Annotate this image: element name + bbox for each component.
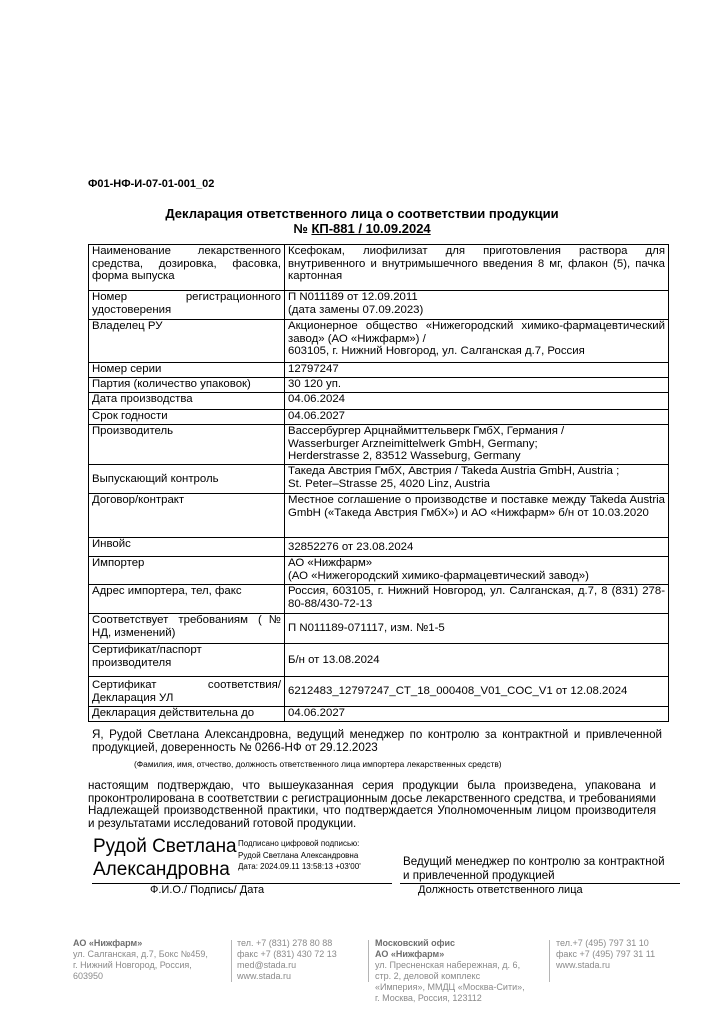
owner-value-1: Акционерное общество «Нижегородский химико-фармацевтический завод» (АО «Нижфарм») / — [288, 320, 665, 345]
manufacturer-value-3: Herderstrasse 2, 83512 Wasseburg, Germany — [288, 450, 521, 463]
footer-fax: факс +7 (831) 430 72 13 — [237, 949, 337, 959]
value-expiry: 04.06.2027 — [285, 410, 669, 425]
footer-moscow-line3: «Империя», ММДЦ «Москва-Сити», — [375, 982, 525, 992]
position-line2: и привлеченной продукцией — [403, 869, 555, 882]
signature-name-line1: Рудой Светлана — [93, 836, 237, 857]
footer-moscow-company: АО «Нижфарм» — [375, 949, 445, 959]
manufacturer-value-1: Вассербургер Арцнаймиттельверк ГмбХ, Германия / — [288, 425, 565, 437]
declarant-statement: Я, Рудой Светлана Александровна, ведущий менеджер по контролю за контрактной и привлеченной продукцией, доверенность № 0266-НФ от 29.12.2023 — [92, 728, 662, 754]
signature-name — [93, 836, 237, 881]
signature-caption: Ф.И.О./ Подпись/ Дата — [150, 884, 265, 896]
value-certificate: Б/н от 13.08.2024 — [285, 644, 669, 677]
label-owner: Владелец РУ — [89, 320, 285, 363]
value-release-control — [285, 465, 669, 494]
label-invoice: Инвойс — [89, 538, 285, 557]
label-lot: Партия (количество упаковок) — [89, 378, 285, 393]
row-expiry — [89, 410, 669, 425]
digital-signature-info — [238, 838, 361, 873]
position-caption: Должность ответственного лица — [418, 884, 583, 896]
label-requirements: Соответствует требованиям (№ НД, изменений) — [89, 614, 285, 644]
footer-moscow-line4: г. Москва, Россия, 123112 — [375, 993, 482, 1003]
footer-company-name: АО «Нижфарм» — [73, 938, 143, 948]
row-batch — [89, 363, 669, 378]
position-text — [403, 855, 665, 883]
value-contract: Местное соглашение о производстве и поставке между Takeda Austria GmbH («Такеда Австрия ГмбХ») и АО «Нижфарм» б/н от 10.03.2020 — [285, 494, 669, 538]
footer-phone: тел. +7 (831) 278 80 88 — [237, 938, 333, 948]
footer-moscow-fax: факс +7 (495) 797 31 11 — [556, 949, 656, 959]
row-requirements — [89, 614, 669, 644]
owner-value-2: 603105, г. Нижний Новгород, ул. Салганская д.7, Россия — [288, 345, 585, 358]
signed-label: Подписано цифровой подписью: — [238, 839, 360, 848]
row-conformity — [89, 677, 669, 707]
footer-contacts — [237, 938, 337, 982]
declaration-number — [0, 221, 724, 236]
label-batch: Номер серии — [89, 363, 285, 378]
value-owner — [285, 320, 669, 363]
value-product: Ксефокам, лиофилизат для приготовления раствора для внутривенного и внутримышечного введения 8 мг, флакон (5), пачка картонная — [285, 245, 669, 291]
declaration-table — [88, 244, 669, 722]
number-value: КП-881 / 10.09.2024 — [311, 221, 431, 236]
row-importer — [89, 557, 669, 585]
label-certificate: Сертификат/паспорт производителя — [89, 644, 285, 677]
importer-value-2: (АО «Нижегородский химико-фармацевтический завод») — [288, 569, 589, 582]
signed-date: Дата: 2024.09.11 13:58:13 +03'00' — [238, 862, 361, 871]
confirmation-text: настоящим подтверждаю, что вышеуказанная серия продукции была произведена, упакована и проконтролирована в соответствии с регистрационным досье лекарственного средства, и требованиями Надлежащей производственной практики, что подтверждается Уполномоченным лицом производителя и результатами исследований готовой продукции. — [88, 779, 656, 830]
label-contract: Договор/контракт — [89, 494, 285, 538]
reg-value-1: П N011189 от 12.09.2011 — [288, 291, 418, 303]
row-importer-address — [89, 585, 669, 614]
value-batch: 12797247 — [285, 363, 669, 378]
row-production-date — [89, 393, 669, 410]
footer-address-line2: г. Нижний Новгород, Россия, — [73, 960, 192, 970]
label-product: Наименование лекарственного средства, дозировка, фасовка, форма выпуска — [89, 245, 285, 291]
row-manufacturer — [89, 425, 669, 465]
footer-moscow-contacts — [556, 938, 655, 971]
footer-moscow-title: Московский офис — [375, 938, 456, 948]
value-registration — [285, 291, 669, 320]
row-contract — [89, 494, 669, 538]
importer-value-1: АО «Нижфарм» — [288, 557, 373, 569]
row-owner — [89, 320, 669, 363]
footer-moscow-office — [375, 938, 525, 1004]
label-importer-address: Адрес импортера, тел, факс — [89, 585, 285, 614]
signed-name: Рудой Светлана Александровна — [238, 850, 359, 860]
signature-name-line2: Александровна — [93, 858, 230, 880]
footer-moscow-website: www.stada.ru — [556, 960, 611, 970]
footer-separator — [231, 940, 232, 982]
footer-separator — [368, 940, 369, 982]
row-valid-until — [89, 707, 669, 722]
release-value-2: St. Peter–Strasse 25, 4020 Linz, Austria — [288, 477, 490, 490]
number-prefix: № — [293, 221, 312, 236]
declarant-caption: (Фамилия, имя, отчество, должность ответственного лица импортера лекарственных средств) — [134, 759, 502, 769]
row-certificate — [89, 644, 669, 677]
footer-address-line3: 603950 — [73, 971, 104, 981]
footer-moscow-phone: тел.+7 (495) 797 31 10 — [556, 938, 649, 948]
row-registration — [89, 291, 669, 320]
value-invoice: 32852276 от 23.08.2024 — [285, 538, 669, 557]
value-production-date: 04.06.2024 — [285, 393, 669, 410]
label-manufacturer: Производитель — [89, 425, 285, 465]
footer-address-line1: ул. Салганская, д.7, Бокс №459, — [73, 949, 208, 959]
row-lot — [89, 378, 669, 393]
footer-moscow-line1: ул. Пресненская набережная, д. 6, — [375, 960, 521, 970]
row-invoice — [89, 538, 669, 557]
label-importer: Импортер — [89, 557, 285, 585]
row-release-control — [89, 465, 669, 494]
footer-website: www.stada.ru — [237, 971, 292, 981]
value-requirements: П N011189-071117, изм. №1-5 — [285, 614, 669, 644]
value-conformity: 6212483_12797247_CT_18_000408_V01_COC_V1 от 12.08.2024 — [285, 677, 669, 707]
document-title — [0, 206, 724, 236]
manufacturer-value-2: Wasserburger Arzneimittelwerk GmbH, Germany; — [288, 437, 538, 450]
value-importer — [285, 557, 669, 585]
label-release-control: Выпускающий контроль — [89, 465, 285, 494]
position-line1: Ведущий менеджер по контролю за контрактной — [403, 855, 665, 868]
value-importer-address: Россия, 603105, г. Нижний Новгород, ул. Салганская, д.7, 8 (831) 278-80-88/430-72-13 — [285, 585, 669, 614]
value-lot: 30 120 уп. — [285, 378, 669, 393]
reg-value-2: (дата замены 07.09.2023) — [288, 303, 424, 316]
footer-separator — [549, 940, 550, 982]
row-product — [89, 245, 669, 291]
value-valid-until: 04.06.2027 — [285, 707, 669, 722]
title-line: Декларация ответственного лица о соответствии продукции — [165, 206, 559, 221]
label-production-date: Дата производства — [89, 393, 285, 410]
label-expiry: Срок годности — [89, 410, 285, 425]
label-valid-until: Декларация действительна до — [89, 707, 285, 722]
release-value-1: Такеда Австрия ГмбХ, Австрия / Takeda Austria GmbH, Austria ; — [288, 465, 620, 477]
footer-company-address — [73, 938, 208, 982]
label-conformity: Сертификат соответствия/Декларация УЛ — [89, 677, 285, 707]
footer-moscow-line2: стр. 2, деловой комплекс — [375, 971, 481, 981]
value-manufacturer — [285, 425, 669, 465]
label-registration: Номер регистрационного удостоверения — [89, 291, 285, 320]
document-code: Ф01-НФ-И-07-01-001_02 — [88, 178, 215, 190]
footer-email: med@stada.ru — [237, 960, 297, 970]
